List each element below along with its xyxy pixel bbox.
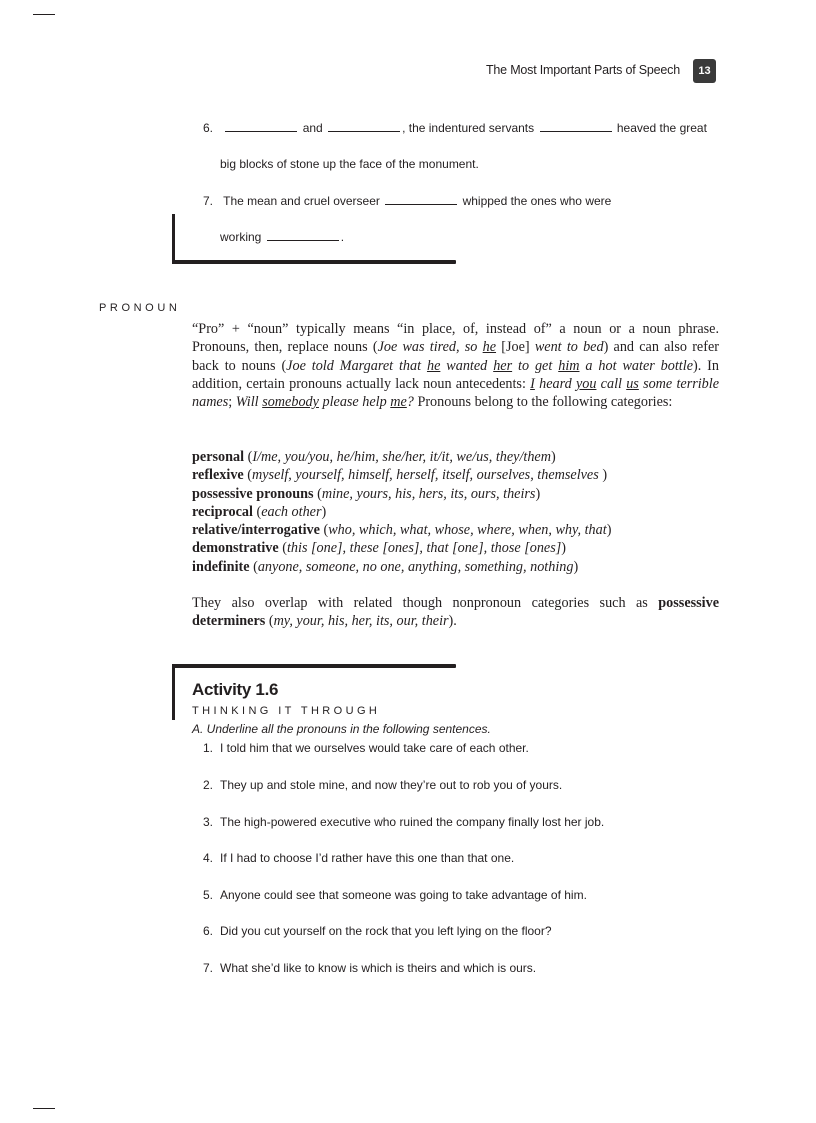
example: Will <box>235 394 263 411</box>
item-text: If I had to choose I’d rather have this one than that one. <box>220 851 515 865</box>
item-number: 5. <box>203 888 214 902</box>
fill-blank <box>267 230 339 241</box>
example: a hot water bottle <box>579 357 693 374</box>
page-number-badge: 13 <box>693 59 716 83</box>
item-number: 6. <box>203 924 214 938</box>
activity-item <box>203 741 529 755</box>
activity-instruction: A. Underline all the pronouns in the following sentences. <box>192 722 491 736</box>
category-term: reflexive <box>192 467 244 484</box>
example: Joe told Margaret that <box>286 357 427 374</box>
item-text: . <box>340 230 345 244</box>
activity-item <box>203 851 514 865</box>
example-pronoun: her <box>493 357 513 374</box>
text: “Pro” + “noun” typically means “in place, of, instead of” a noun or a noun phrase. Pronouns, then, replace nouns ( <box>192 321 719 356</box>
example: wanted <box>440 357 494 374</box>
item-text: working <box>220 230 262 244</box>
text: Pronouns belong to the following categories: <box>413 394 673 411</box>
text: ). <box>448 613 457 630</box>
text: ; <box>228 394 236 411</box>
category-row: reflexive (myself, yourself, himself, herself, itself, ourselves, themselves ) <box>192 467 608 484</box>
item-text: They up and stole mine, and now they’re out to rob you of yours. <box>220 778 563 792</box>
category-examples: I/me, you/you, he/him, she/her, it/it, we/us, they/them <box>252 449 551 465</box>
example-pronoun: me <box>390 394 407 411</box>
item-number: 6. <box>203 121 214 135</box>
exercise-item-6-continued: big blocks of stone up the face of the monument. <box>220 157 479 171</box>
item-number: 2. <box>203 778 214 792</box>
category-term: demonstrative <box>192 540 279 557</box>
category-examples: each other <box>261 503 322 520</box>
category-term: possessive determiners <box>192 595 719 630</box>
fill-blank <box>540 121 612 132</box>
category-examples: mine, yours, his, hers, its, ours, theirs <box>321 485 536 502</box>
example: call <box>596 375 627 392</box>
text: They also overlap with related though nonpronoun categories such as <box>192 595 659 611</box>
example: went to bed <box>534 339 604 356</box>
item-text: Anyone could see that someone was going to take advantage of him. <box>220 888 587 902</box>
exercise-item-7 <box>203 194 611 208</box>
activity-item <box>203 924 552 938</box>
example-pronoun: us <box>626 375 639 392</box>
item-text: and <box>302 121 323 135</box>
item-number: 7. <box>203 961 214 975</box>
activity-item <box>203 778 562 792</box>
activity-box-bottom-rule <box>172 260 456 264</box>
pronoun-definition-paragraph <box>192 320 719 411</box>
example-pronoun: him <box>558 357 580 374</box>
example-pronoun: you <box>575 375 597 392</box>
example-pronoun: he <box>426 357 441 374</box>
running-head: The Most Important Parts of Speech <box>486 63 680 77</box>
exercise-item-7-continued <box>220 230 344 244</box>
category-row: personal (I/me, you/you, he/him, she/her, it/it, we/us, they/them) <box>192 449 556 465</box>
activity-item <box>203 961 536 975</box>
item-number: 1. <box>203 741 214 755</box>
category-examples: my, your, his, her, its, our, their <box>273 613 449 630</box>
activity-subtitle: THINKING IT THROUGH <box>192 705 381 717</box>
text: ). In addition, certain pronouns actually lack noun antecedents: <box>192 357 719 392</box>
activity-box-top-rule <box>172 664 456 668</box>
category-term: relative/interrogative <box>192 522 320 539</box>
category-term: reciprocal <box>192 503 253 520</box>
exercise-item-6 <box>203 121 707 135</box>
example: to get <box>512 357 559 374</box>
section-label: PRONOUN <box>99 302 181 314</box>
item-text: I told him that we ourselves would take care of each other. <box>220 741 529 755</box>
activity-box-left-rule <box>172 664 175 720</box>
category-row: relative/interrogative (who, which, what, whose, where, when, why, that) <box>192 522 612 539</box>
example: ? <box>406 394 414 411</box>
item-text: The high-powered executive who ruined the company finally lost her job. <box>220 815 605 829</box>
fill-blank <box>225 121 297 132</box>
example-pronoun: he <box>482 339 497 356</box>
item-text: What she’d like to know is which is theirs and which is ours. <box>220 961 537 975</box>
item-number: 7. <box>203 194 214 208</box>
item-text: whipped the ones who were <box>462 194 612 208</box>
category-term: possessive pronouns <box>192 485 314 502</box>
example-pronoun: I <box>530 375 535 392</box>
item-text: The mean and cruel overseer <box>223 194 380 208</box>
item-number: 3. <box>203 815 214 829</box>
category-row: reciprocal (each other) <box>192 503 327 520</box>
item-text: Did you cut yourself on the rock that you left lying on the floor? <box>220 924 552 938</box>
item-text: heaved the great <box>616 121 707 135</box>
text: [Joe] <box>496 339 535 356</box>
category-term: personal <box>192 449 245 465</box>
example: heard <box>534 375 576 392</box>
fill-blank <box>328 121 400 132</box>
pronoun-category-list <box>192 448 732 576</box>
determiners-paragraph <box>192 594 719 631</box>
category-term: indefinite <box>192 558 250 575</box>
crop-mark-bottom-left <box>33 1108 55 1109</box>
category-row: demonstrative (this [one], these [ones], that [one], those [ones]) <box>192 540 566 557</box>
category-examples: myself, yourself, himself, herself, itself, ourselves, themselves <box>252 467 603 484</box>
example: Joe was tired, so <box>377 339 483 356</box>
text: ( <box>265 613 274 630</box>
category-examples: who, which, what, whose, where, when, why, that <box>328 522 607 539</box>
fill-blank <box>385 194 457 205</box>
category-examples: anyone, someone, no one, anything, something, nothing <box>257 558 574 575</box>
category-row: possessive pronouns (mine, yours, his, hers, its, ours, theirs) <box>192 485 541 502</box>
example: please help <box>318 394 391 411</box>
activity-item <box>203 888 587 902</box>
category-row: indefinite (anyone, someone, no one, anything, something, nothing) <box>192 558 579 575</box>
activity-title: Activity 1.6 <box>192 680 279 699</box>
item-text: , the indentured servants <box>402 121 535 135</box>
crop-mark-top-left <box>33 14 55 15</box>
example-pronoun: somebody <box>262 394 319 411</box>
text: ) and can also refer back to nouns ( <box>192 339 719 374</box>
example: some terrible names <box>192 375 720 411</box>
activity-item <box>203 815 604 829</box>
item-number: 4. <box>203 851 214 865</box>
category-examples: this [one], these [ones], that [one], those [ones] <box>286 540 562 557</box>
activity-box-left-rule <box>172 214 175 264</box>
